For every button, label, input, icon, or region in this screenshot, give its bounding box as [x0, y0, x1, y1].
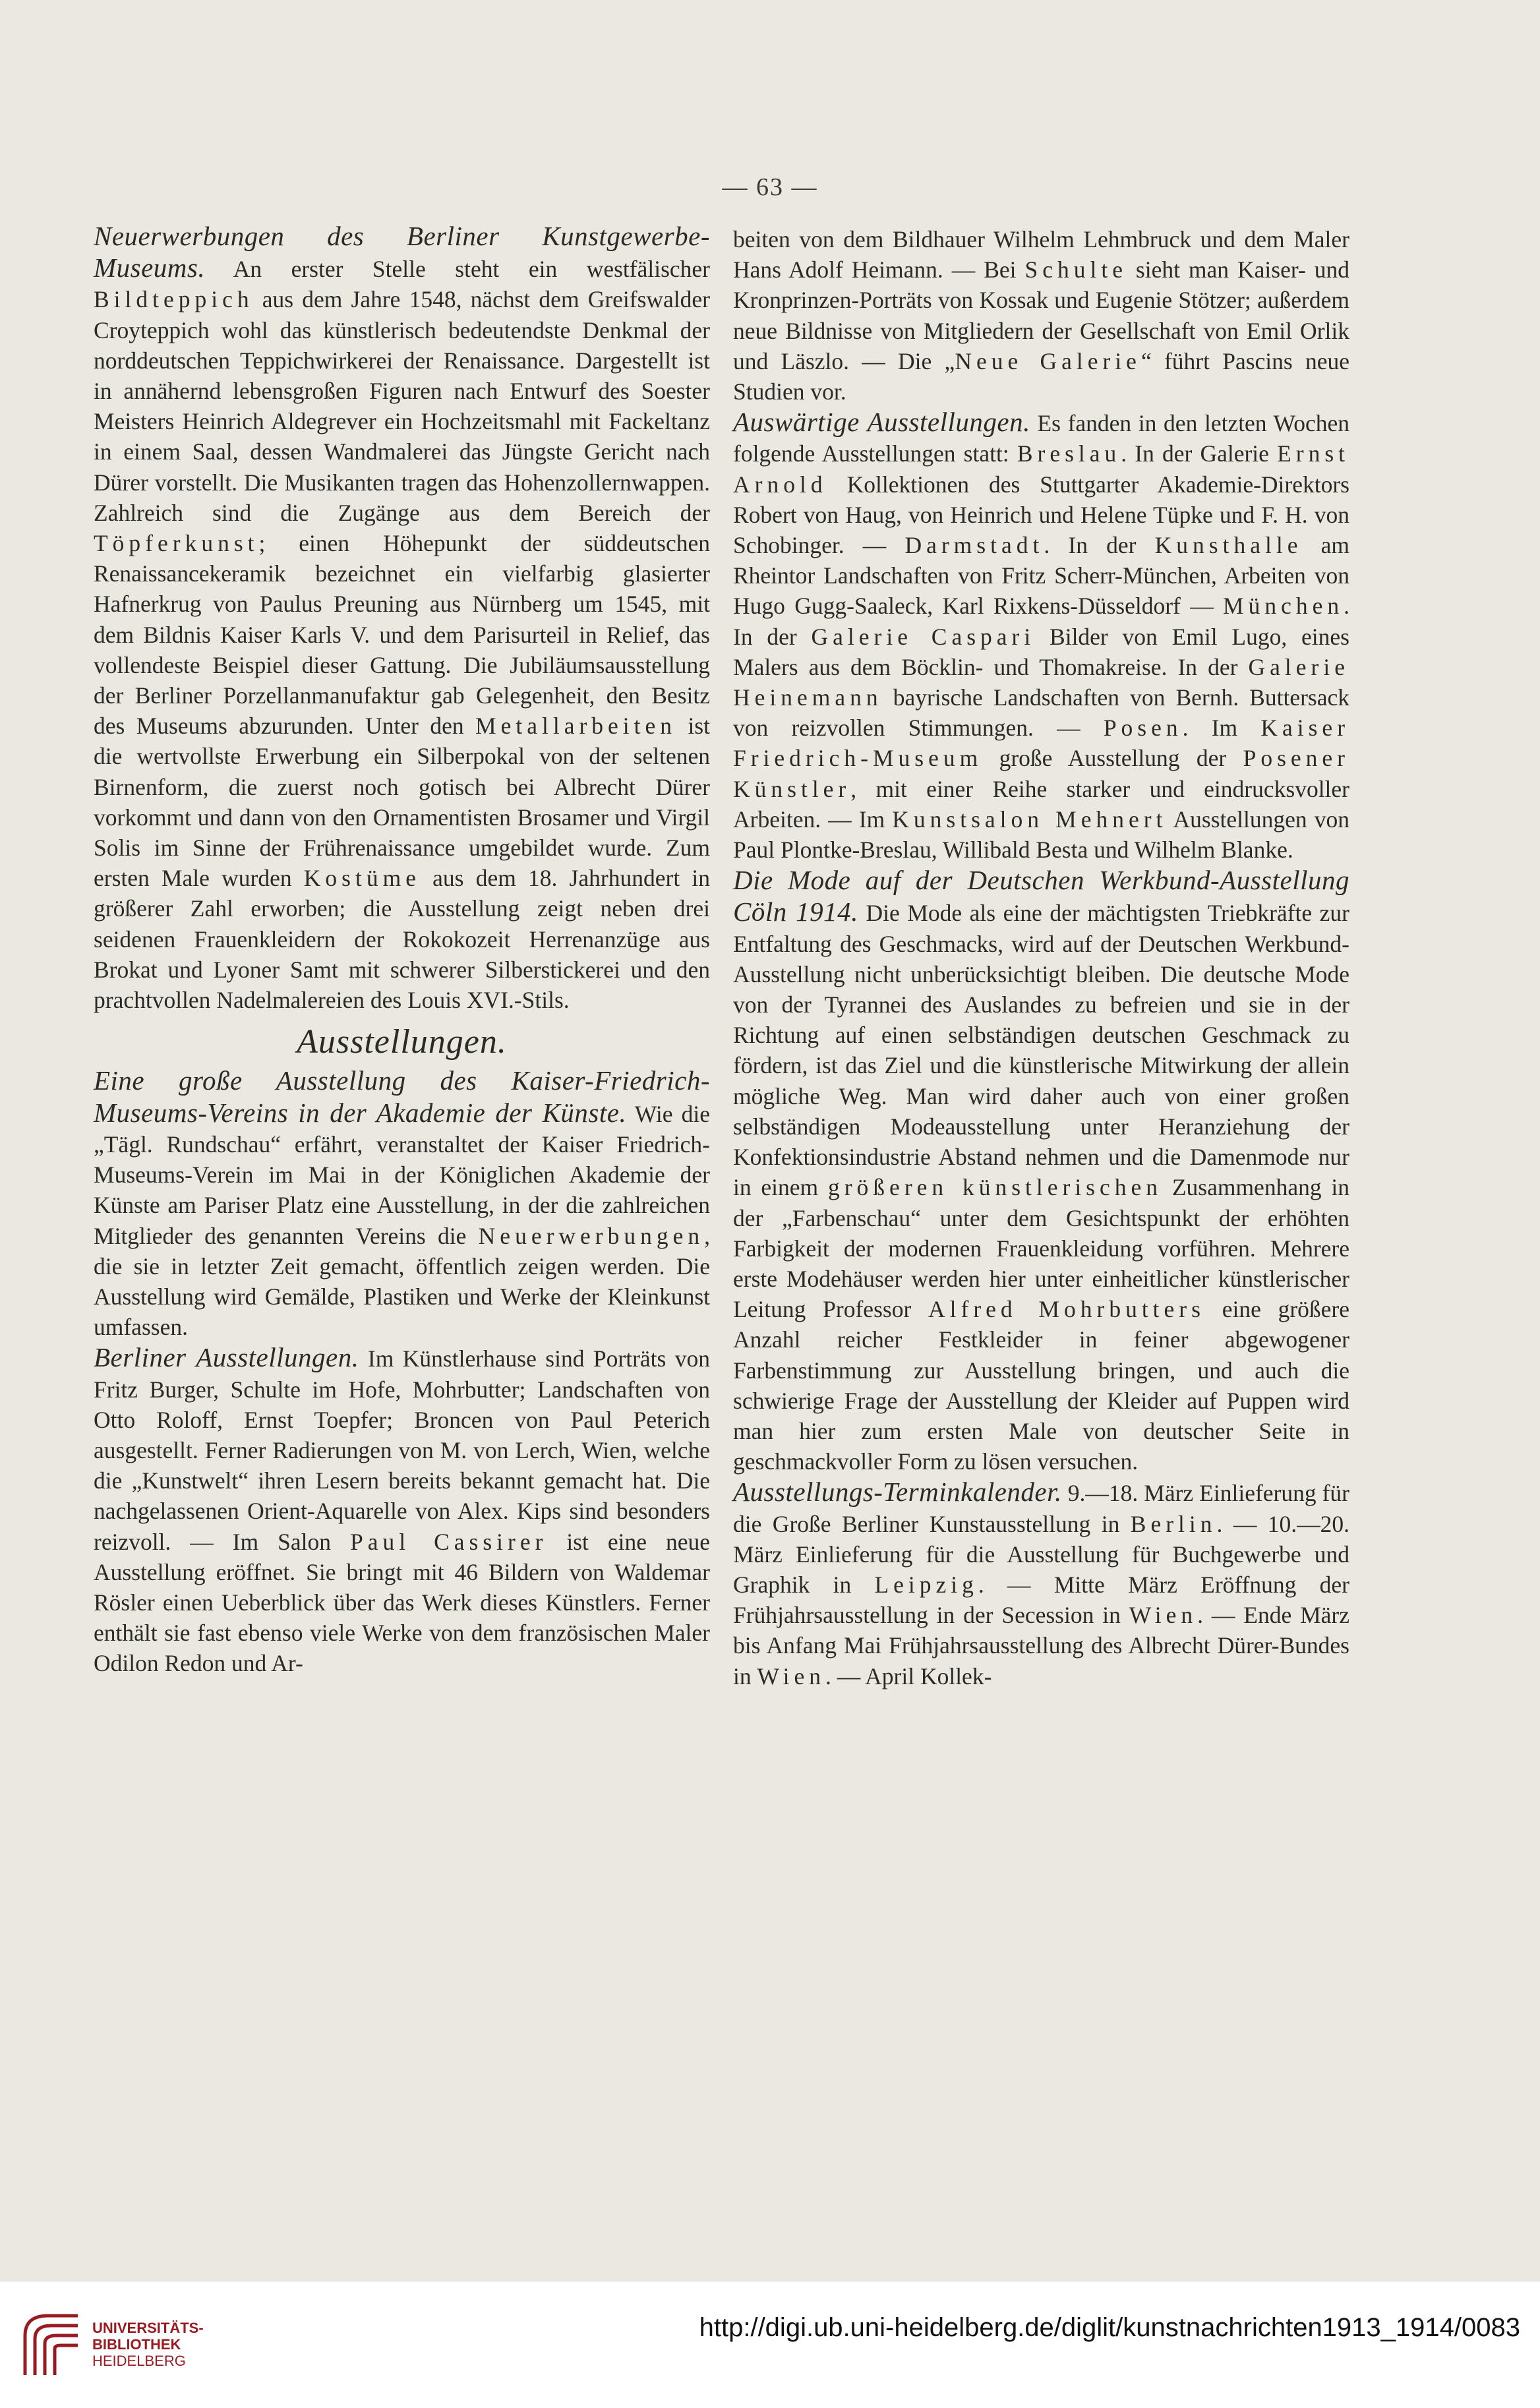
article-berliner-ausstellungen: Berliner Ausstellungen. Im Künstlerhause sind Porträts von Fritz Burger, Schulte im Hofe, Mohrbutter; Landschaften von Otto Roloff, Ernst Toepfer; Broncen von Paul Peterich ausgestellt. Ferner Radierungen von M. von Lerch, Wien, welche die „Kunstwelt“ ihren Lesern bereits bekannt gemacht hat. Die nachgelassenen Orient-Aquarelle von Alex. Kips sind besonders reizvoll. — Im Salon Paul Cassirer ist eine neue Ausstellung eröffnet. Sie bringt mit 46 Bildern von Waldemar Rösler einen Ueberblick über das Werk dieses Künstlers. Ferner enthält sie fast ebenso viele Werke von dem französischen Maler Odilon Redon und Ar- — [94, 1342, 711, 1677]
article-neuerwerbungen: Neuerwerbungen des Berliner Kunstgewerbe-Museums. An erster Stelle steht ein westfälischer Bildteppich aus dem Jahre 1548, nächst dem Greifswalder Croyteppich wohl das künstlerisch bedeutendste Denkmal der norddeutschen Teppichwirkerei der Renaissance. Dargestellt ist in annähernd lebensgroßen Figuren nach Entwurf des Soester Meisters Heinrich Aldegrever ein Hochzeitsmahl mit Fackeltanz in einem Saal, dessen Wandmalerei das Jüngste Gericht nach Dürer vorstellt. Die Musikanten tragen das Hohenzollernwappen. Zahlreich sind die Zugänge aus dem Bereich der Töpferkunst; einen Höhepunkt der süddeutschen Renaissancekeramik bezeichnet ein vielfarbig glasierter Hafnerkrug von Paulus Preuning aus Nürnberg um 1545, mit dem Bildnis Kaiser Karls V. und dem Parisurteil in Relief, das vollendeste Beispiel dieser Gattung. Die Jubiläumsausstellung der Berliner Porzellanmanufaktur gab Gelegenheit, den Besitz des Museums abzurunden. Unter den Metallarbeiten ist die wertvollste Erwerbung ein Silberpokal von der seltenen Birnenform, die zuerst noch gotisch bei Albrecht Dürer vorkommt und dann von den Ornamentisten Brosamer und Virgil Solis im Sinne der Frührenaissance umgebildet wurde. Zum ersten Male wurden Kostüme aus dem 18. Jahrhundert in größerer Zahl erworben; die Ausstellung zeigt neben drei seidenen Frauenkleidern der Rokokozeit Herrenanzüge aus Brokat und Lyoner Samt mit schwerer Silberstickerei und den prachtvollen Nadelmalereien des Louis XVI.-Stils. — [94, 221, 710, 1014]
article-kaiser-friedrich: Eine große Ausstellung des Kaiser-Friedrich-Museums-Vereins in der Akademie der Künste. Wie die „Tägl. Rundschau“ erfährt, veranstaltet der Kaiser Friedrich-Museums-Verein im Mai in der Königlichen Akademie der Künste am Pariser Platz eine Ausstellung, in der die zahlreichen Mitglieder des genannten Vereins die Neuerwerbungen, die sie in letzter Zeit gemacht, öffentlich zeigen werden. Die Ausstellung wird Gemälde, Plastiken und Werke der Kleinkunst umfassen. — [94, 1065, 711, 1341]
article-mode-werkbund: Die Mode auf der Deutschen Werkbund-Ausstellung Cöln 1914. Die Mode als eine der mächtigsten Triebkräfte zur Entfaltung des Geschmacks, wird auf der Deutschen Werkbund-Ausstellung nicht unberücksichtigt bleiben. Die deutsche Mode von der Tyrannei des Auslandes zu befreien und sie in der Richtung auf einen selbständigen deutschen Geschmack zu fördern, ist das Ziel und die künstlerische Mitwirkung der allein mögliche Weg. Man wird daher auch von einer großen selbständigen Modeausstellung unter Heranziehung der Konfektionsindustrie Abstand nehmen und die Damenmode nur in einem größeren künstlerischen Zusammenhang in der „Farbenschau“ unter dem Gesichtspunkt der erhöhten Farbigkeit der modernen Frauenkleidung vorführen. Mehrere erste Modehäuser werden hier unter einheitlicher künstlerischer Leitung Professor Alfred Mohrbutters eine größere Anzahl reicher Festkleider in feiner abgewogener Farbenstimmung zur Ausstellung bringen, und auch die schwierige Frage der Ausstellung der Kleider auf Puppen wird man hier zum ersten Male von deutscher Seite in geschmackvoller Form zu lösen versuchen. — [733, 865, 1349, 1475]
article-continuation: beiten von dem Bildhauer Wilhelm Lehmbruck und dem Maler Hans Adolf Heimann. — Bei Schulte sieht man Kaiser- und Kronprinzen-Porträts von Kossak und Eugenie Stötzer; außerdem neue Bildnisse von Mitgliedern der Gesellschaft von Emil Orlik und Läszlo. — Die „Neue Galerie“ führt Pascins neue Studien vor. — [733, 226, 1349, 405]
article-heading: Neuerwerbungen des Berliner Kunstgewerbe-Museums. — [94, 221, 710, 283]
library-logo-icon — [18, 2309, 84, 2382]
article-heading: Eine große Ausstellung des Kaiser-Friedrich-Museums-Vereins in der Akademie der Künste. — [94, 1065, 710, 1128]
article-terminkalender: Ausstellungs-Terminkalender. 9.—18. März Einlieferung für die Große Berliner Kunstausstellung in Berlin. — 10.—20. März Einlieferung für die Ausstellung für Buchgewerbe und Graphik in Leipzig. — Mitte März Eröffnung der Frühjahrsausstellung in der Secession in Wien. — Ende März bis Anfang Mai Frühjahrsausstellung des Albrecht Dürer-Bundes in Wien. — April Kollek- — [733, 1477, 1350, 1689]
article-heading: Auswärtige Ausstellungen. — [733, 407, 1030, 438]
digitization-footer — [0, 2281, 1540, 2408]
page-number: — 63 — — [722, 173, 818, 201]
article-heading: Ausstellungs-Terminkalender. — [733, 1477, 1062, 1508]
section-title: Ausstellungen. — [297, 1023, 507, 1061]
right-column — [733, 224, 1349, 1691]
source-url[interactable]: http://digi.ub.uni-heidelberg.de/diglit/kunstnachrichten1913_1914/0083 — [699, 2313, 1520, 2342]
left-column — [94, 221, 710, 1679]
article-heading: Die Mode auf der Deutschen Werkbund-Ausstellung Cöln 1914. — [733, 865, 1349, 927]
library-name: UNIVERSITÄTS- BIBLIOTHEK HEIDELBERG — [92, 2320, 204, 2369]
article-heading: Berliner Ausstellungen. — [94, 1342, 359, 1373]
article-auswaertige: Auswärtige Ausstellungen. Es fanden in den letzten Wochen folgende Ausstellungen statt: Breslau. In der Galerie Ernst Arnold Kollektionen des Stuttgarter Akademie-Direktors Robert von Haug, von Heinrich und Helene Tüpke und F. H. von Schobinger. — Darmstadt. In der Kunsthalle am Rheintor Landschaften von Fritz Scherr-München, Arbeiten von Hugo Gugg-Saaleck, Karl Rixkens-Düsseldorf — München. In der Galerie Caspari Bilder von Emil Lugo, eines Malers aus dem Böcklin- und Thomakreise. In der Galerie Heinemann bayrische Landschaften von Bernh. Buttersack von reizvollen Stimmungen. — Posen. Im Kaiser Friedrich-Museum große Ausstellung der Posener Künstler, mit einer Reihe starker und eindrucksvoller Arbeiten. — Im Kunstsalon Mehnert Ausstellungen von Paul Plontke-Breslau, Willibald Besta und Wilhelm Blanke. — [733, 407, 1350, 864]
